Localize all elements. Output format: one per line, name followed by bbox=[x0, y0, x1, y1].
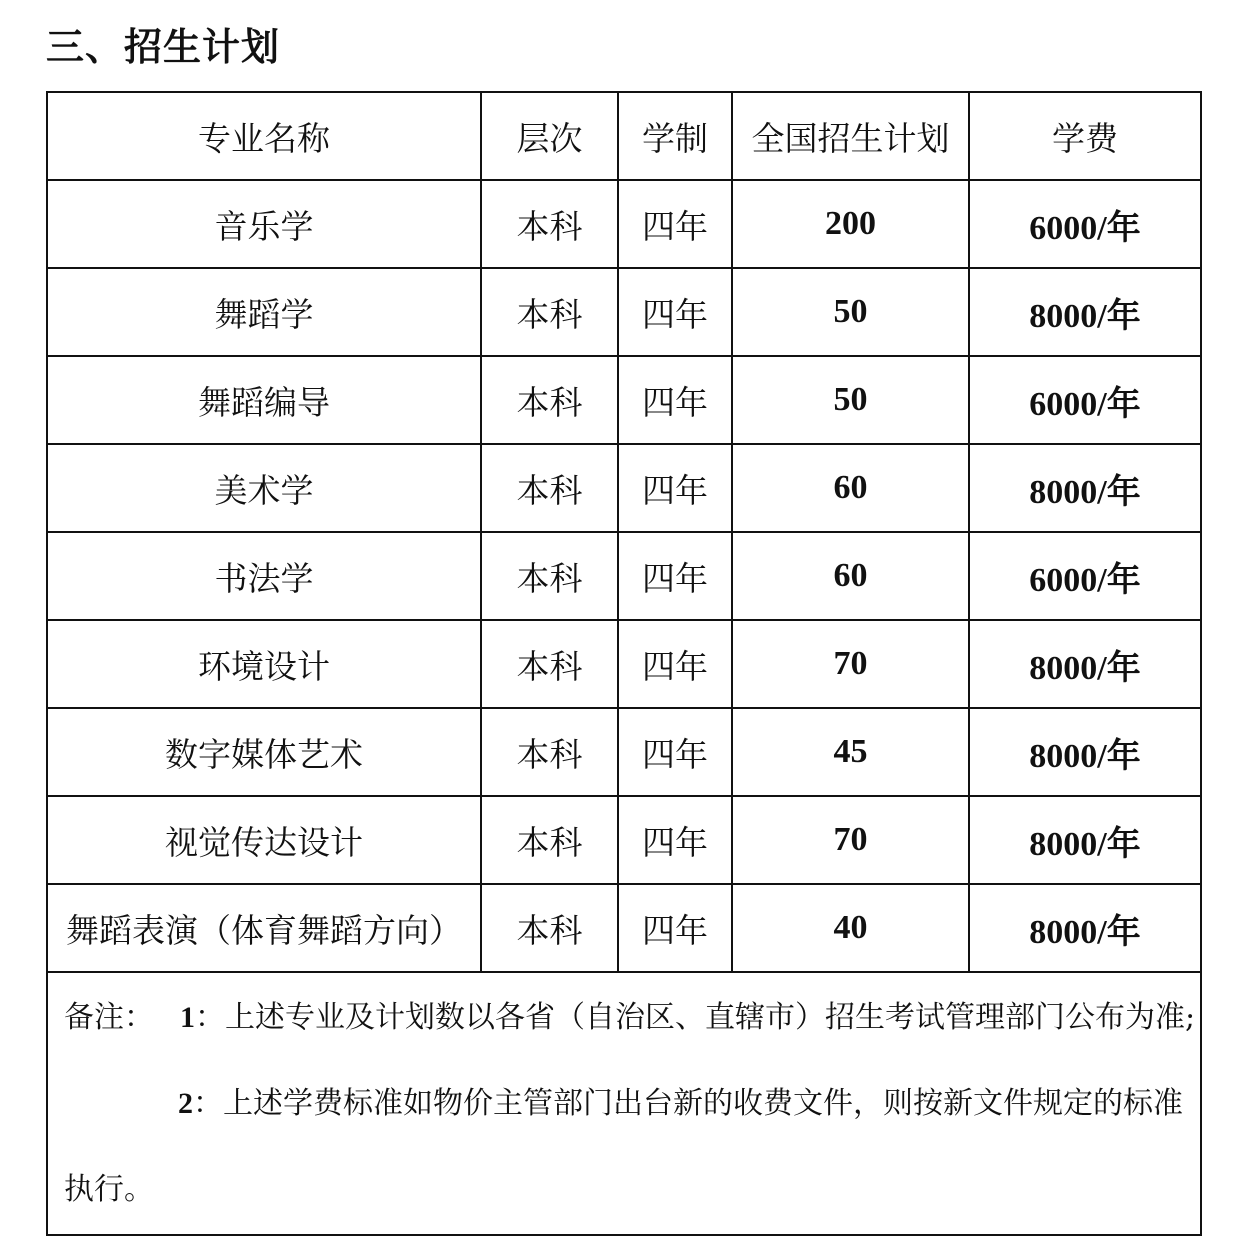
header-level: 层次 bbox=[481, 92, 618, 180]
level-cell: 本科 bbox=[481, 532, 618, 620]
notes-label: 备注： bbox=[64, 1000, 154, 1035]
major-cell: 视觉传达设计 bbox=[47, 796, 481, 884]
header-plan: 全国招生计划 bbox=[732, 92, 969, 180]
section-title: 三、招生计划 bbox=[46, 25, 281, 69]
fee-cell: 8000/年 bbox=[969, 884, 1201, 972]
note-item-2 bbox=[48, 1086, 1200, 1121]
plan-cell: 40 bbox=[732, 884, 969, 972]
table-header-row bbox=[47, 92, 1201, 180]
note-item-1 bbox=[48, 1000, 1200, 1035]
level-cell: 本科 bbox=[481, 268, 618, 356]
table-row bbox=[47, 180, 1201, 268]
plan-cell: 60 bbox=[732, 444, 969, 532]
fee-cell: 6000/年 bbox=[969, 532, 1201, 620]
fee-cell: 6000/年 bbox=[969, 356, 1201, 444]
table-row bbox=[47, 884, 1201, 972]
table-row bbox=[47, 356, 1201, 444]
notes-row bbox=[47, 972, 1201, 1235]
header-fee: 学费 bbox=[969, 92, 1201, 180]
table-row bbox=[47, 796, 1201, 884]
duration-cell: 四年 bbox=[618, 268, 732, 356]
fee-cell: 8000/年 bbox=[969, 796, 1201, 884]
fee-cell: 8000/年 bbox=[969, 620, 1201, 708]
fee-cell: 8000/年 bbox=[969, 708, 1201, 796]
level-cell: 本科 bbox=[481, 356, 618, 444]
note-1-number: 1 bbox=[180, 1001, 195, 1034]
major-cell: 舞蹈表演（体育舞蹈方向） bbox=[47, 884, 481, 972]
major-cell: 数字媒体艺术 bbox=[47, 708, 481, 796]
major-cell: 音乐学 bbox=[47, 180, 481, 268]
plan-cell: 50 bbox=[732, 356, 969, 444]
major-cell: 环境设计 bbox=[47, 620, 481, 708]
note-2-text: ：上述学费标准如物价主管部门出台新的收费文件，则按新文件规定的标准 bbox=[193, 1086, 1183, 1121]
note-2-number: 2 bbox=[178, 1087, 193, 1120]
plan-cell: 200 bbox=[732, 180, 969, 268]
plan-cell: 60 bbox=[732, 532, 969, 620]
plan-cell: 70 bbox=[732, 796, 969, 884]
level-cell: 本科 bbox=[481, 708, 618, 796]
table-row bbox=[47, 268, 1201, 356]
note-1-text: ：上述专业及计划数以各省（自治区、直辖市）招生考试管理部门公布为准; bbox=[195, 1000, 1196, 1035]
major-cell: 舞蹈编导 bbox=[47, 356, 481, 444]
duration-cell: 四年 bbox=[618, 532, 732, 620]
plan-cell: 70 bbox=[732, 620, 969, 708]
duration-cell: 四年 bbox=[618, 884, 732, 972]
duration-cell: 四年 bbox=[618, 444, 732, 532]
note-item-2-continued: 执行。 bbox=[64, 1172, 154, 1207]
table-row bbox=[47, 532, 1201, 620]
level-cell: 本科 bbox=[481, 444, 618, 532]
level-cell: 本科 bbox=[481, 620, 618, 708]
major-cell: 书法学 bbox=[47, 532, 481, 620]
table-row bbox=[47, 620, 1201, 708]
plan-cell: 45 bbox=[732, 708, 969, 796]
notes-cell bbox=[47, 972, 1201, 1235]
header-major: 专业名称 bbox=[47, 92, 481, 180]
table-row bbox=[47, 444, 1201, 532]
header-duration: 学制 bbox=[618, 92, 732, 180]
duration-cell: 四年 bbox=[618, 620, 732, 708]
major-cell: 舞蹈学 bbox=[47, 268, 481, 356]
plan-cell: 50 bbox=[732, 268, 969, 356]
level-cell: 本科 bbox=[481, 796, 618, 884]
fee-cell: 8000/年 bbox=[969, 444, 1201, 532]
duration-cell: 四年 bbox=[618, 180, 732, 268]
fee-cell: 8000/年 bbox=[969, 268, 1201, 356]
fee-cell: 6000/年 bbox=[969, 180, 1201, 268]
duration-cell: 四年 bbox=[618, 796, 732, 884]
level-cell: 本科 bbox=[481, 884, 618, 972]
duration-cell: 四年 bbox=[618, 356, 732, 444]
major-cell: 美术学 bbox=[47, 444, 481, 532]
duration-cell: 四年 bbox=[618, 708, 732, 796]
table-row bbox=[47, 708, 1201, 796]
enrollment-plan-table bbox=[46, 91, 1202, 1236]
level-cell: 本科 bbox=[481, 180, 618, 268]
